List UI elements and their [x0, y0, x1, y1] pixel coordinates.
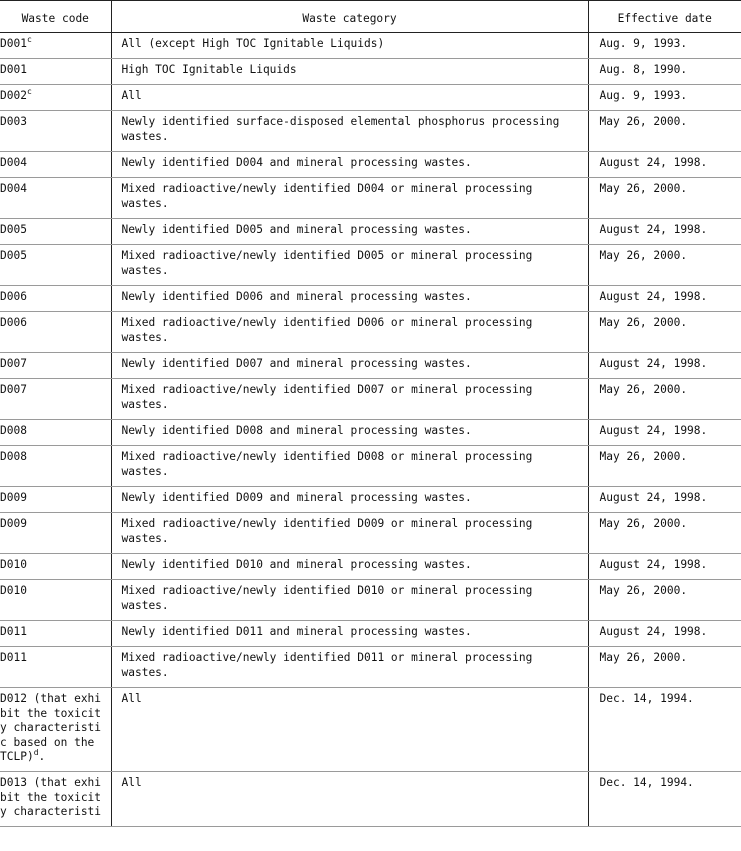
effective-date-cell: May 26, 2000.	[588, 178, 741, 219]
waste-code-cell: D013 (that exhibit the toxicity characteristi	[0, 771, 111, 826]
waste-category-cell: Newly identified D006 and mineral processing wastes.	[111, 286, 588, 312]
waste-category-cell: High TOC Ignitable Liquids	[111, 59, 588, 85]
waste-category-cell: Newly identified D009 and mineral processing wastes.	[111, 487, 588, 513]
table-row	[0, 621, 741, 647]
waste-code-cell: D010	[0, 580, 111, 621]
waste-code-cell: D007	[0, 353, 111, 379]
waste-code-cell: D003	[0, 111, 111, 152]
waste-category-cell: Mixed radioactive/newly identified D005 or mineral processing wastes.	[111, 245, 588, 286]
table-row	[0, 647, 741, 688]
effective-date-cell: Aug. 9, 1993.	[588, 33, 741, 59]
waste-code-cell: D009	[0, 513, 111, 554]
waste-category-cell: Newly identified D010 and mineral processing wastes.	[111, 554, 588, 580]
table-row	[0, 312, 741, 353]
effective-date-cell: August 24, 1998.	[588, 353, 741, 379]
waste-category-cell: All (except High TOC Ignitable Liquids)	[111, 33, 588, 59]
effective-date-cell: August 24, 1998.	[588, 487, 741, 513]
waste-category-cell: Mixed radioactive/newly identified D007 or mineral processing wastes.	[111, 379, 588, 420]
effective-date-cell: Aug. 8, 1990.	[588, 59, 741, 85]
waste-category-cell: Mixed radioactive/newly identified D006 or mineral processing wastes.	[111, 312, 588, 353]
waste-code-cell: D011	[0, 647, 111, 688]
effective-date-cell: May 26, 2000.	[588, 513, 741, 554]
effective-date-cell: May 26, 2000.	[588, 580, 741, 621]
waste-code-cell: D005	[0, 245, 111, 286]
effective-date-cell: May 26, 2000.	[588, 111, 741, 152]
effective-date-cell: May 26, 2000.	[588, 312, 741, 353]
effective-date-cell: Aug. 9, 1993.	[588, 85, 741, 111]
waste-code-cell: D001	[0, 59, 111, 85]
waste-category-cell: Mixed radioactive/newly identified D010 or mineral processing wastes.	[111, 580, 588, 621]
table-row	[0, 446, 741, 487]
table-row	[0, 580, 741, 621]
effective-date-cell: May 26, 2000.	[588, 379, 741, 420]
waste-category-cell: Newly identified surface-disposed elemental phosphorus processing wastes.	[111, 111, 588, 152]
table-row	[0, 688, 741, 772]
effective-date-cell: August 24, 1998.	[588, 420, 741, 446]
waste-code-cell: D011	[0, 621, 111, 647]
waste-code-cell: D005	[0, 219, 111, 245]
table-row	[0, 420, 741, 446]
effective-date-cell: August 24, 1998.	[588, 286, 741, 312]
table-header-row	[0, 1, 741, 33]
effective-date-cell: May 26, 2000.	[588, 647, 741, 688]
waste-category-cell: Newly identified D005 and mineral processing wastes.	[111, 219, 588, 245]
table-row	[0, 771, 741, 826]
waste-code-cell: D009	[0, 487, 111, 513]
waste-code-cell: D001$^c$	[0, 33, 111, 59]
table-row	[0, 487, 741, 513]
waste-category-cell: Mixed radioactive/newly identified D004 or mineral processing wastes.	[111, 178, 588, 219]
table-row	[0, 554, 741, 580]
waste-code-cell: D004	[0, 178, 111, 219]
effective-date-cell: May 26, 2000.	[588, 446, 741, 487]
waste-category-cell: All	[111, 85, 588, 111]
waste-category-cell: All	[111, 688, 588, 772]
waste-category-cell: Newly identified D007 and mineral processing wastes.	[111, 353, 588, 379]
table-row	[0, 178, 741, 219]
header-effective-date: Effective date	[588, 1, 741, 33]
waste-code-cell: D004	[0, 152, 111, 178]
header-waste-category: Waste category	[111, 1, 588, 33]
waste-code-cell: D006	[0, 286, 111, 312]
effective-date-cell: Dec. 14, 1994.	[588, 771, 741, 826]
waste-category-cell: Mixed radioactive/newly identified D011 or mineral processing wastes.	[111, 647, 588, 688]
waste-code-cell: D008	[0, 446, 111, 487]
effective-date-cell: August 24, 1998.	[588, 554, 741, 580]
waste-code-cell: D010	[0, 554, 111, 580]
table-row	[0, 33, 741, 59]
table-row	[0, 85, 741, 111]
waste-code-cell: D006	[0, 312, 111, 353]
waste-code-cell: D012 (that exhibit the toxicity characteristic based on the TCLP)$^d$.	[0, 688, 111, 772]
waste-category-cell: Mixed radioactive/newly identified D009 or mineral processing wastes.	[111, 513, 588, 554]
table-row	[0, 379, 741, 420]
waste-category-cell: Newly identified D011 and mineral processing wastes.	[111, 621, 588, 647]
waste-category-cell: Newly identified D008 and mineral processing wastes.	[111, 420, 588, 446]
table-row	[0, 286, 741, 312]
table-row	[0, 219, 741, 245]
table-row	[0, 245, 741, 286]
table-row	[0, 353, 741, 379]
waste-code-cell: D002$^c$	[0, 85, 111, 111]
effective-date-cell: August 24, 1998.	[588, 621, 741, 647]
header-waste-code: Waste code	[0, 1, 111, 33]
table-row	[0, 152, 741, 178]
waste-code-cell: D007	[0, 379, 111, 420]
effective-date-cell: August 24, 1998.	[588, 219, 741, 245]
waste-category-cell: Mixed radioactive/newly identified D008 or mineral processing wastes.	[111, 446, 588, 487]
waste-category-cell: All	[111, 771, 588, 826]
table-row	[0, 59, 741, 85]
effective-date-cell: August 24, 1998.	[588, 152, 741, 178]
waste-category-cell: Newly identified D004 and mineral processing wastes.	[111, 152, 588, 178]
effective-date-cell: Dec. 14, 1994.	[588, 688, 741, 772]
effective-date-cell: May 26, 2000.	[588, 245, 741, 286]
table-row	[0, 111, 741, 152]
waste-code-cell: D008	[0, 420, 111, 446]
table-row	[0, 513, 741, 554]
